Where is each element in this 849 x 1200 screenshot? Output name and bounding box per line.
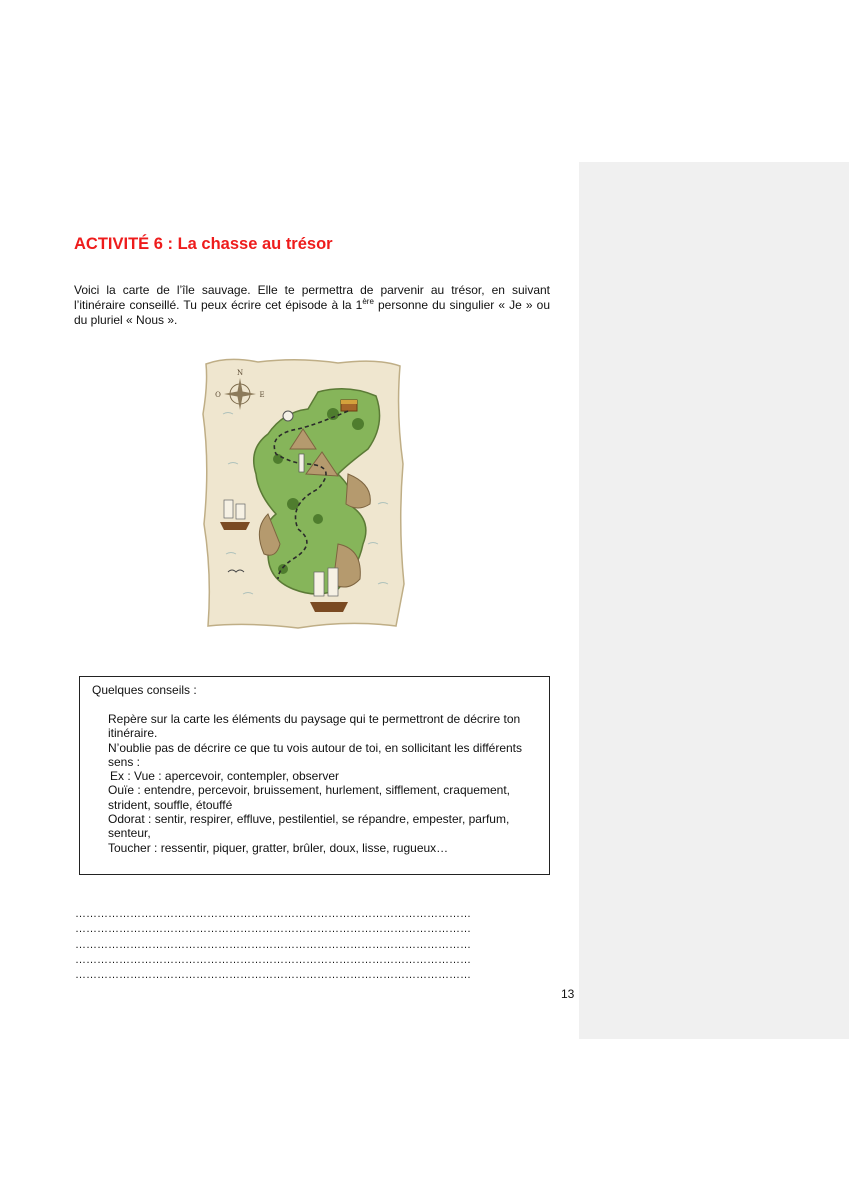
advice-box [79,676,550,875]
writing-line[interactable]: ……………………………………………………………………………………………… [75,969,471,982]
advice-list [108,712,528,855]
comment-pane [579,162,849,1039]
advice-item-hearing: Ouïe : entendre, percevoir, bruissement, hurlement, sifflement, craquement, strident, souffle, étouffé [108,783,510,812]
activity-title: ACTIVITÉ 6 : La chasse au trésor [74,235,333,253]
intro-text-2: personne du singulier « Je » ou du pluriel « Nous ». [74,298,550,327]
intro-paragraph [74,283,550,328]
writing-lines [75,907,535,983]
advice-heading: Quelques conseils : [92,683,197,697]
intro-text-1: Voici la carte de l’île sauvage. Elle te permettra de parvenir au trésor, en suivant l’itinéraire conseillé. Tu peux écrire cet épisode à la 1 [74,283,550,312]
svg-text:E: E [259,391,265,399]
svg-text:O: O [215,391,221,399]
advice-item-sight: Ex : Vue : apercevoir, contempler, observer [110,769,340,784]
svg-text:N: N [236,369,244,377]
writing-line[interactable]: ……………………………………………………………………………………………… [75,908,471,920]
treasure-chest [341,400,357,411]
advice-item: N’oublie pas de décrire ce que tu vois autour de toi, en sollicitant les différents sens : [108,740,523,769]
intro-superscript: ère [362,297,374,306]
advice-item: Repère sur la carte les éléments du paysage qui te permettront de décrire ton itinéraire. [108,712,521,741]
treasure-map-icon [198,354,407,632]
advice-item-smell: Odorat : sentir, respirer, effluve, pestilentiel, se répandre, empester, parfum, senteur, [108,812,510,841]
writing-line[interactable]: ……………………………………………………………………………………………… [75,938,471,951]
advice-item-touch: Toucher : ressentir, piquer, gratter, brûler, doux, lisse, rugueux… [108,840,449,855]
treasure-map-illustration [198,354,407,632]
writing-line[interactable]: ……………………………………………………………………………………………… [75,953,471,966]
page-number: 13 [561,987,575,1001]
writing-line[interactable]: ……………………………………………………………………………………………… [75,923,471,936]
